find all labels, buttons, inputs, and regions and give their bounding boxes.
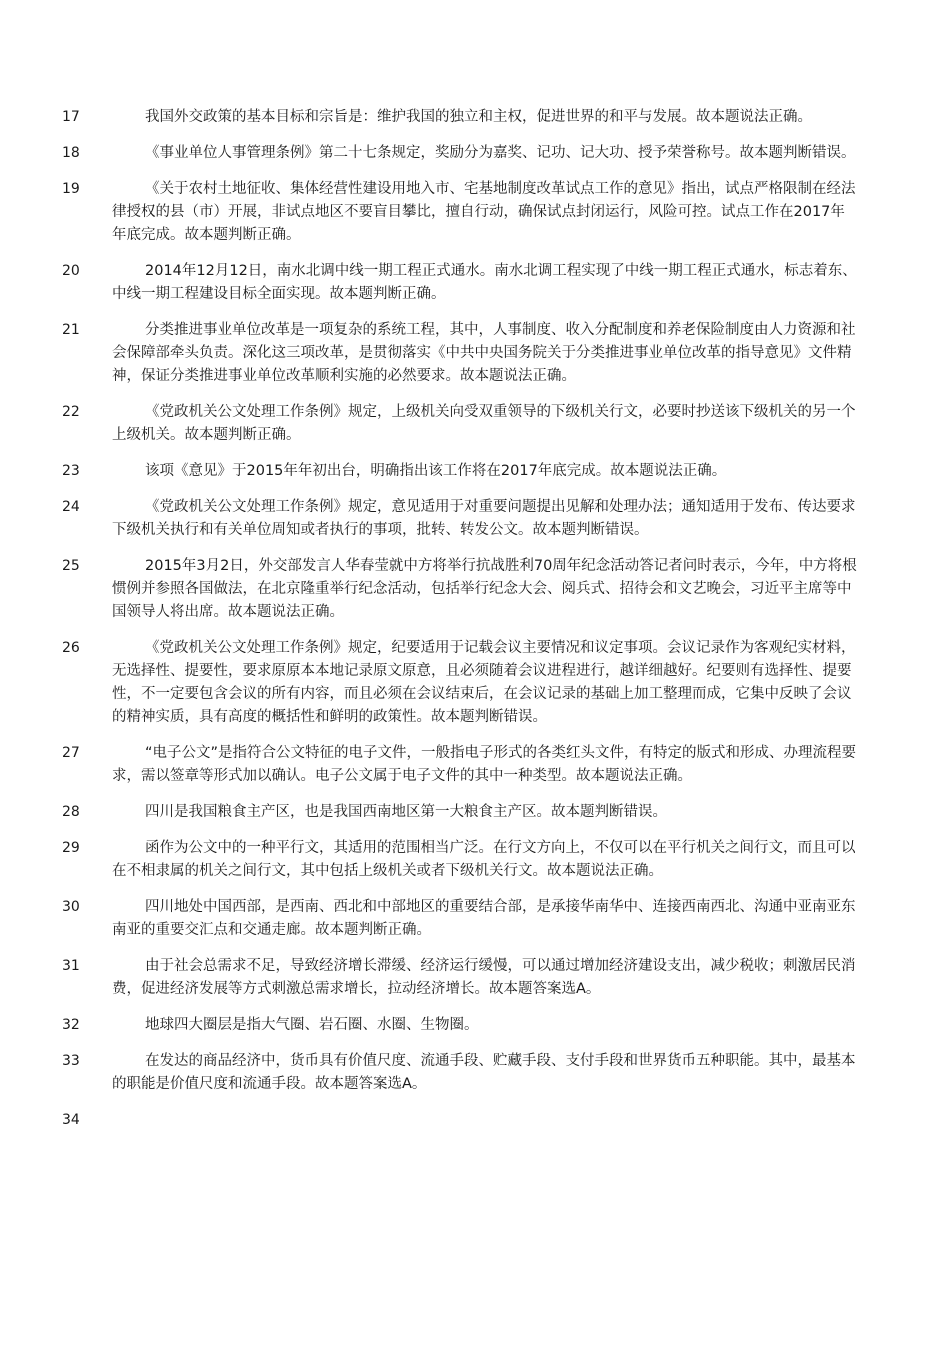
answer-explanation: 四川地处中国西部，是西南、西北和中部地区的重要结合部，是承接华南华中、连接西南西北、沟通中亚南亚东南亚的重要交汇点和交通走廊。故本题判断正确。 (112, 899, 856, 938)
answer-item-18 (62, 142, 857, 165)
answer-item-30 (62, 896, 857, 942)
answer-explanation: 我国外交政策的基本目标和宗旨是：维护我国的独立和主权，促进世界的和平与发展。故本题说法正确。 (145, 109, 812, 125)
question-number: 23 (62, 463, 80, 479)
answer-explanation: 分类推进事业单位改革是一项复杂的系统工程，其中，人事制度、收入分配制度和养老保险制度由人力资源和社会保障部牵头负责。深化这三项改革，是贯彻落实《中共中央国务院关于分类推进事业单位改革的指导意见》文件精神，保证分类推进事业单位改革顺利实施的必然要求。故本题说法正确。 (112, 322, 856, 384)
answer-item-26 (62, 637, 857, 729)
answer-item-29 (62, 837, 857, 883)
answer-explanation: 2015年3月2日，外交部发言人华春莹就中方将举行抗战胜利70周年纪念活动答记者问时表示，今年，中方将根惯例并参照各国做法，在北京隆重举行纪念活动，包括举行纪念大会、阅兵式、招待会和文艺晚会，习近平主席等中国领导人将出席。故本题说法正确。 (112, 558, 857, 620)
answer-explanation: 该项《意见》于2015年年初出台，明确指出该工作将在2017年底完成。故本题说法正确。 (145, 463, 727, 479)
answer-item-27 (62, 742, 857, 788)
answer-explanation: 地球四大圈层是指大气圈、岩石圈、水圈、生物圈。 (145, 1017, 479, 1033)
answer-explanation: 由于社会总需求不足，导致经济增长滞缓、经济运行缓慢，可以通过增加经济建设支出，减少税收；刺激居民消费，促进经济发展等方式刺激总需求增长，拉动经济增长。故本题答案选A。 (112, 958, 856, 997)
question-number: 29 (62, 840, 80, 856)
question-number: 22 (62, 404, 80, 420)
question-number: 18 (62, 145, 80, 161)
answer-item-17 (62, 106, 857, 129)
question-number: 34 (62, 1112, 80, 1128)
answer-explanation: 在发达的商品经济中，货币具有价值尺度、流通手段、贮藏手段、支付手段和世界货币五种职能。其中，最基本的职能是价值尺度和流通手段。故本题答案选A。 (112, 1053, 856, 1092)
question-number: 17 (62, 109, 80, 125)
answer-item-20 (62, 260, 857, 306)
answer-explanation: 四川是我国粮食主产区，也是我国西南地区第一大粮食主产区。故本题判断错误。 (145, 804, 667, 820)
answer-item-34 (62, 1109, 857, 1132)
answer-list (62, 106, 857, 1145)
question-number: 27 (62, 745, 80, 761)
answer-item-19 (62, 178, 857, 247)
answer-explanation: 函作为公文中的一种平行文，其适用的范围相当广泛。在行文方向上，不仅可以在平行机关之间行文，而且可以在不相隶属的机关之间行文，其中包括上级机关或者下级机关行文。故本题说法正确。 (112, 840, 856, 879)
question-number: 26 (62, 640, 80, 656)
question-number: 28 (62, 804, 80, 820)
question-number: 32 (62, 1017, 80, 1033)
answer-explanation: 2014年12月12日，南水北调中线一期工程正式通水。南水北调工程实现了中线一期工程正式通水，标志着东、中线一期工程建设目标全面实现。故本题判断正确。 (112, 263, 857, 302)
question-number: 21 (62, 322, 80, 338)
question-number: 25 (62, 558, 80, 574)
question-number: 31 (62, 958, 80, 974)
answer-explanation: 《党政机关公文处理工作条例》规定，意见适用于对重要问题提出见解和处理办法；通知适用于发布、传达要求下级机关执行和有关单位周知或者执行的事项，批转、转发公文。故本题判断错误。 (112, 499, 856, 538)
question-number: 33 (62, 1053, 80, 1069)
question-number: 20 (62, 263, 80, 279)
answer-explanation: “电子公文”是指符合公文特征的电子文件，一般指电子形式的各类红头文件，有特定的版式和形成、办理流程要求，需以签章等形式加以确认。电子公文属于电子文件的其中一种类型。故本题说法正确。 (112, 745, 857, 784)
question-number: 30 (62, 899, 80, 915)
answer-explanation: 《事业单位人事管理条例》第二十七条规定，奖励分为嘉奖、记功、记大功、授予荣誉称号。故本题判断错误。 (145, 145, 856, 161)
question-number: 19 (62, 181, 80, 197)
answer-item-32 (62, 1014, 857, 1037)
answer-item-23 (62, 460, 857, 483)
answer-item-28 (62, 801, 857, 824)
answer-item-21 (62, 319, 857, 388)
answer-explanation: 《党政机关公文处理工作条例》规定，纪要适用于记载会议主要情况和议定事项。会议记录作为客观纪实材料，无选择性、提要性，要求原原本本地记录原文原意，且必须随着会议进程进行，越详细越好。纪要则有选择性、提要性，不一定要包含会议的所有内容，而且必须在会议结束后，在会议记录的基础上加工整理而成，它集中反映了会议的精神实质，具有高度的概括性和鲜明的政策性。故本题判断错误。 (112, 640, 856, 725)
answer-item-24 (62, 496, 857, 542)
answer-item-33 (62, 1050, 857, 1096)
answer-item-22 (62, 401, 857, 447)
answer-item-25 (62, 555, 857, 624)
question-number: 24 (62, 499, 80, 515)
answer-explanation: 《关于农村土地征收、集体经营性建设用地入市、宅基地制度改革试点工作的意见》指出，试点严格限制在经法律授权的县（市）开展，非试点地区不要盲目攀比，擅自行动，确保试点封闭运行，风险可控。试点工作在2017年年底完成。故本题判断正确。 (112, 181, 856, 243)
answer-explanation: 《党政机关公文处理工作条例》规定，上级机关向受双重领导的下级机关行文，必要时抄送该下级机关的另一个上级机关。故本题判断正确。 (112, 404, 856, 443)
answer-item-31 (62, 955, 857, 1001)
